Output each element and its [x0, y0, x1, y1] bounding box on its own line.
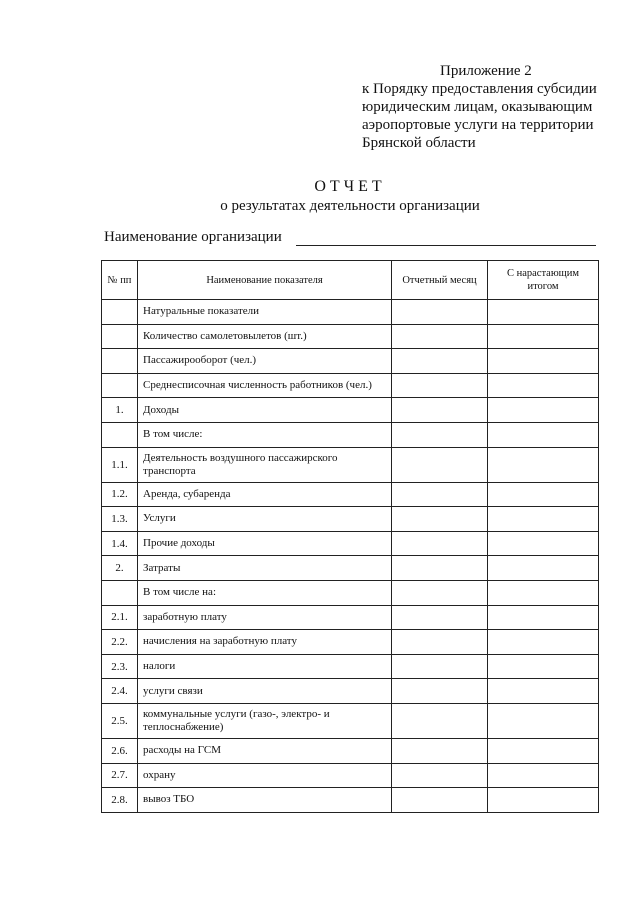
row-number: 2.3.	[102, 654, 138, 679]
row-number	[102, 373, 138, 398]
row-number: 2.4.	[102, 679, 138, 704]
table-row	[102, 398, 599, 423]
row-month-value[interactable]	[392, 605, 488, 630]
row-indicator-name: коммунальные услуги (газо-, электро- и теплоснабжение)	[138, 703, 392, 738]
row-cumulative-value[interactable]	[488, 605, 599, 630]
row-month-value[interactable]	[392, 300, 488, 325]
row-cumulative-value[interactable]	[488, 630, 599, 655]
row-indicator-name: расходы на ГСМ	[138, 738, 392, 763]
row-indicator-name: заработную плату	[138, 605, 392, 630]
row-month-value[interactable]	[392, 422, 488, 447]
table-row	[102, 507, 599, 532]
row-indicator-name: охрану	[138, 763, 392, 788]
row-number: 1.4.	[102, 531, 138, 556]
appendix-line: к Порядку предоставления субсидии	[362, 81, 597, 97]
table-row	[102, 422, 599, 447]
report-table	[101, 260, 599, 813]
row-number: 2.8.	[102, 788, 138, 813]
row-cumulative-value[interactable]	[488, 507, 599, 532]
row-number: 2.6.	[102, 738, 138, 763]
row-indicator-name: В том числе:	[138, 422, 392, 447]
row-indicator-name: Прочие доходы	[138, 531, 392, 556]
row-indicator-name: начисления на заработную плату	[138, 630, 392, 655]
row-month-value[interactable]	[392, 763, 488, 788]
row-month-value[interactable]	[392, 324, 488, 349]
table-row	[102, 324, 599, 349]
table-row	[102, 763, 599, 788]
row-cumulative-value[interactable]	[488, 447, 599, 482]
table-row	[102, 788, 599, 813]
row-indicator-name: Услуги	[138, 507, 392, 532]
table-row	[102, 580, 599, 605]
table-row	[102, 679, 599, 704]
appendix-line: юридическим лицам, оказывающим	[362, 99, 593, 115]
row-cumulative-value[interactable]	[488, 482, 599, 507]
table-row	[102, 630, 599, 655]
organization-label: Наименование организации	[104, 229, 282, 245]
report-subtitle: о результатах деятельности организации	[220, 198, 480, 214]
table-row	[102, 703, 599, 738]
row-number	[102, 324, 138, 349]
row-number: 2.1.	[102, 605, 138, 630]
row-cumulative-value[interactable]	[488, 580, 599, 605]
row-cumulative-value[interactable]	[488, 324, 599, 349]
row-month-value[interactable]	[392, 654, 488, 679]
column-header-month: Отчетный месяц	[392, 261, 488, 300]
row-number: 2.	[102, 556, 138, 581]
column-header-cumulative: С нарастающим итогом	[488, 261, 599, 300]
row-cumulative-value[interactable]	[488, 679, 599, 704]
row-cumulative-value[interactable]	[488, 531, 599, 556]
table-header-row	[102, 261, 599, 300]
table-row	[102, 300, 599, 325]
table-row	[102, 447, 599, 482]
row-cumulative-value[interactable]	[488, 654, 599, 679]
row-indicator-name: Количество самолетовылетов (шт.)	[138, 324, 392, 349]
row-number	[102, 300, 138, 325]
row-number: 2.5.	[102, 703, 138, 738]
row-number: 1.3.	[102, 507, 138, 532]
row-month-value[interactable]	[392, 556, 488, 581]
row-month-value[interactable]	[392, 507, 488, 532]
row-month-value[interactable]	[392, 349, 488, 374]
row-indicator-name: Пассажирооборот (чел.)	[138, 349, 392, 374]
row-month-value[interactable]	[392, 398, 488, 423]
appendix-block	[362, 62, 612, 152]
table-row	[102, 738, 599, 763]
row-month-value[interactable]	[392, 373, 488, 398]
row-indicator-name: налоги	[138, 654, 392, 679]
row-month-value[interactable]	[392, 738, 488, 763]
table-row	[102, 373, 599, 398]
row-month-value[interactable]	[392, 580, 488, 605]
table-row	[102, 556, 599, 581]
row-indicator-name: Деятельность воздушного пассажирского транспорта	[138, 447, 392, 482]
row-month-value[interactable]	[392, 788, 488, 813]
organization-row	[104, 229, 596, 246]
table-body	[102, 300, 599, 813]
row-indicator-name: В том числе на:	[138, 580, 392, 605]
row-cumulative-value[interactable]	[488, 373, 599, 398]
row-month-value[interactable]	[392, 531, 488, 556]
row-month-value[interactable]	[392, 679, 488, 704]
column-header-indicator: Наименование показателя	[138, 261, 392, 300]
row-number	[102, 349, 138, 374]
report-title: ОТЧЕТ	[314, 178, 386, 195]
appendix-line: Брянской области	[362, 135, 476, 151]
row-cumulative-value[interactable]	[488, 763, 599, 788]
row-indicator-name: Среднесписочная численность работников (чел.)	[138, 373, 392, 398]
table-row	[102, 349, 599, 374]
table-row	[102, 531, 599, 556]
row-cumulative-value[interactable]	[488, 738, 599, 763]
table-row	[102, 482, 599, 507]
row-month-value[interactable]	[392, 630, 488, 655]
row-indicator-name: Доходы	[138, 398, 392, 423]
column-header-number: № пп	[102, 261, 138, 300]
row-cumulative-value[interactable]	[488, 349, 599, 374]
appendix-line: аэропортовые услуги на территории	[362, 117, 594, 133]
row-month-value[interactable]	[392, 482, 488, 507]
row-cumulative-value[interactable]	[488, 422, 599, 447]
organization-name-field[interactable]	[296, 231, 596, 246]
row-cumulative-value[interactable]	[488, 556, 599, 581]
table-row	[102, 605, 599, 630]
row-cumulative-value[interactable]	[488, 703, 599, 738]
row-indicator-name: Аренда, субаренда	[138, 482, 392, 507]
row-month-value[interactable]	[392, 447, 488, 482]
row-number: 2.2.	[102, 630, 138, 655]
row-indicator-name: услуги связи	[138, 679, 392, 704]
row-cumulative-value[interactable]	[488, 398, 599, 423]
row-number	[102, 422, 138, 447]
row-number: 1.	[102, 398, 138, 423]
appendix-title: Приложение 2	[440, 63, 532, 79]
row-indicator-name: Затраты	[138, 556, 392, 581]
row-indicator-name: вывоз ТБО	[138, 788, 392, 813]
table-row	[102, 654, 599, 679]
row-number: 1.2.	[102, 482, 138, 507]
row-cumulative-value[interactable]	[488, 788, 599, 813]
row-number	[102, 580, 138, 605]
row-number: 2.7.	[102, 763, 138, 788]
row-cumulative-value[interactable]	[488, 300, 599, 325]
row-number: 1.1.	[102, 447, 138, 482]
row-month-value[interactable]	[392, 703, 488, 738]
row-indicator-name: Натуральные показатели	[138, 300, 392, 325]
